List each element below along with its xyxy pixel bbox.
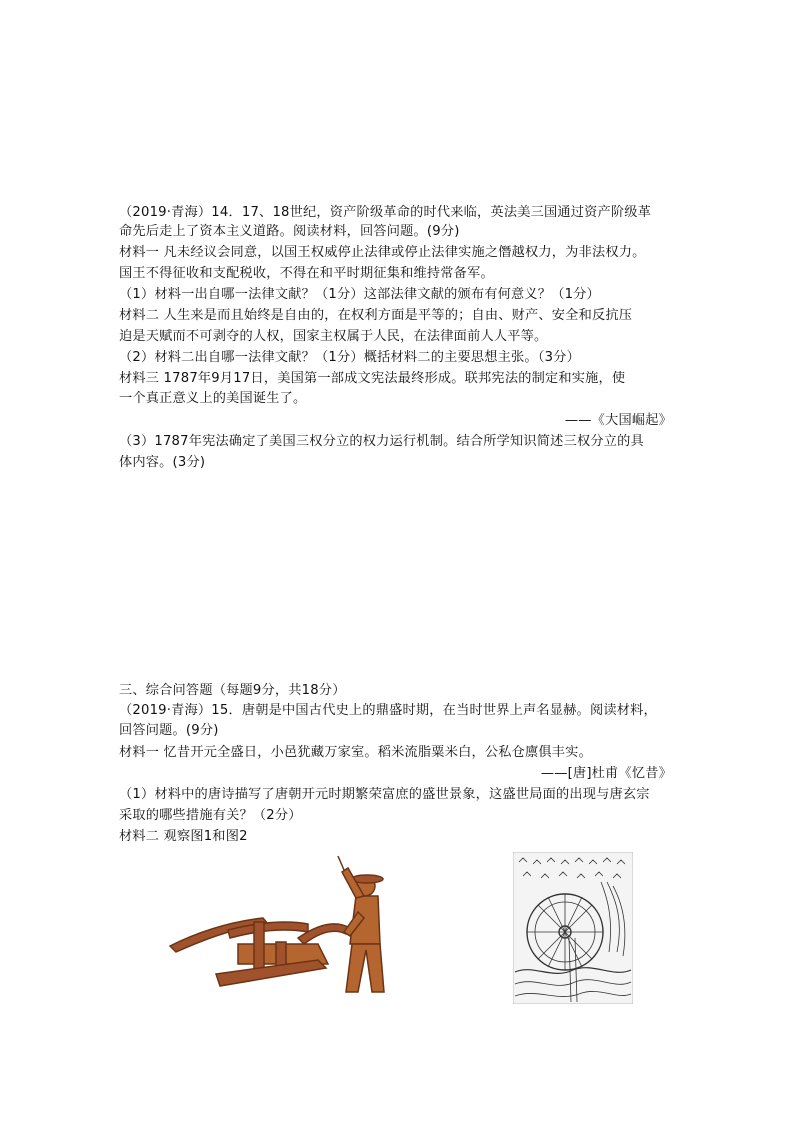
q14-material-3: 材料三 1787年9月17日，美国第一部成文宪法最终形成。联邦宪法的制定和实施，使 [119,371,626,386]
q15-subquestion-1: （1）材料中的唐诗描写了唐朝开元时期繁荣富庶的盛世景象，这盛世局面的出现与唐玄宗 [119,787,650,802]
section-heading: 三、综合问答题（每题9分，共18分） [119,683,346,698]
q15-line: 回答问题。(9分) [119,723,219,738]
q15-line: 采取的哪些措施有关？（2分） [119,808,302,823]
figure-1-plow-farmer-image [168,852,403,1002]
figure-2-water-wheel-image [513,852,633,1004]
q14-line: （2019·青海）14．17、18世纪，资产阶级革命的时代来临，英法美三国通过资产阶级革 [119,205,652,220]
q15-material-1: 材料一 忆昔开元全盛日，小邑犹藏万家室。稻米流脂粟米白，公私仓廪俱丰实。 [119,745,592,760]
q14-line: 国王不得征收和支配税收，不得在和平时期征集和维持常备军。 [119,266,494,281]
q14-line: 体内容。(3分) [119,455,206,470]
q14-line: 迫是天赋而不可剥夺的人权，国家主权属于人民，在法律面前人人平等。 [119,329,548,344]
q14-material-2: 材料二 人生来是而且始终是自由的，在权利方面是平等的；自由、财产、安全和反抗压 [119,308,633,323]
q14-material-1: 材料一 凡未经议会同意，以国王权威停止法律或停止法律实施之僭越权力，为非法权力。 [119,245,646,260]
q15-material-2: 材料二 观察图1和图2 [119,829,248,844]
q14-subquestion-1: （1）材料一出自哪一法律文献？（1分）这部法律文献的颁布有何意义？（1分） [119,287,600,302]
q14-subquestion-3: （3）1787年宪法确定了美国三权分立的权力运行机制。结合所学知识简述三权分立的具 [119,434,644,449]
q15-source: ——[唐]杜甫《忆昔》 [540,766,672,781]
q14-source: ——《大国崛起》 [564,413,672,428]
q14-line: 命先后走上了资本主义道路。阅读材料，回答问题。(9分) [119,224,460,239]
q14-subquestion-2: （2）材料二出自哪一法律文献？（1分）概括材料二的主要思想主张。（3分） [119,350,580,365]
q14-line: 一个真正意义上的美国诞生了。 [119,391,307,406]
q15-line: （2019·青海）15．唐朝是中国古代史上的鼎盛时期，在当时世界上声名显赫。阅读材料， [119,703,657,718]
